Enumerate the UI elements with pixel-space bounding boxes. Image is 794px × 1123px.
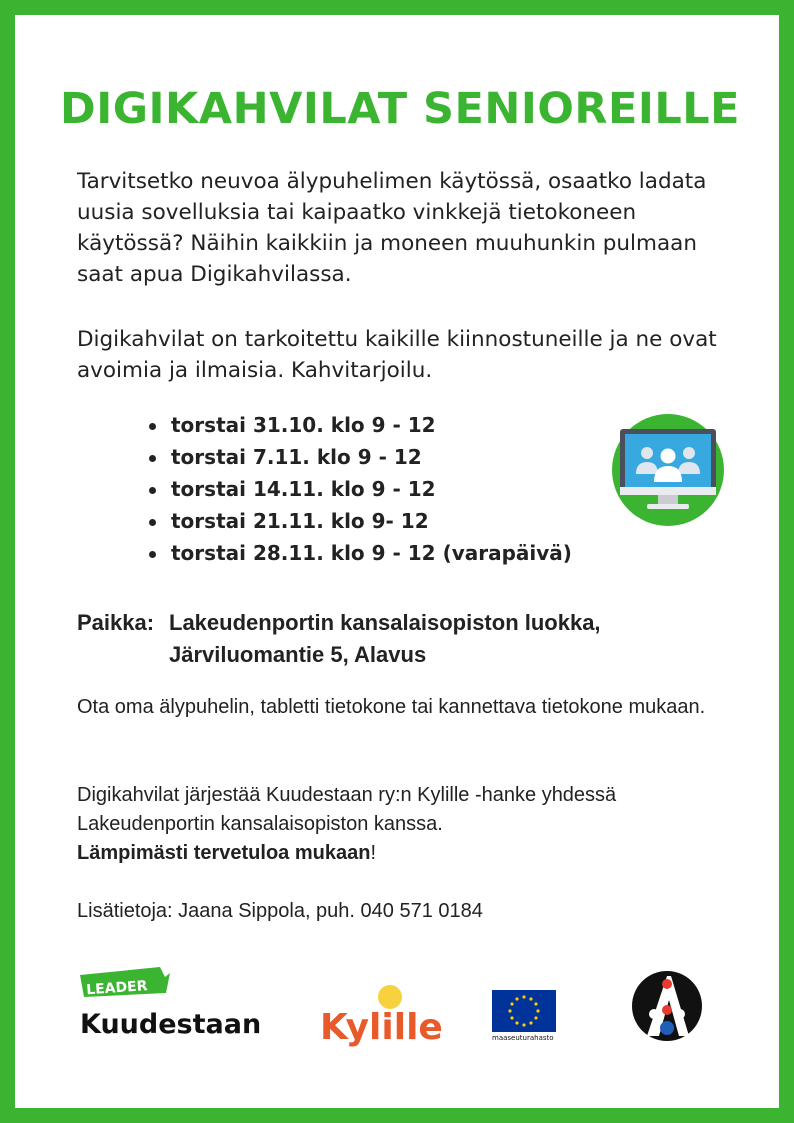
leader-kuudestaan-logo [80,965,280,1040]
contact-info: Lisätietoja: Jaana Sippola, puh. 040 571 0184 [77,900,483,922]
welcome-exclamation: ! [370,842,376,864]
location-label: Paikka: [77,610,155,635]
video-conference-monitor-icon [612,414,724,526]
leader-tag-text: LEADER [85,978,148,999]
organizer-text [77,781,737,868]
kylille-text: Kylille [320,1007,443,1048]
location-line-2: Järviluomantie 5, Alavus [169,642,427,667]
eu-flag-logo [490,988,560,1043]
eu-caption-text: maaseuturahasto [492,1034,554,1042]
intro-paragraph-2: Digikahvilat on tarkoitettu kaikille kiinnostuneille ja ne ovat avoimia ja ilmaisia. Kahvitarjoilu. [77,327,717,383]
welcome-text: Lämpimästi tervetuloa mukaan [77,842,371,864]
date-item: torstai 14.11. klo 9 - 12 [143,473,572,505]
kansalaisopisto-logo [631,970,703,1042]
location-line-1: Lakeudenportin kansalaisopiston luokka, [169,610,601,635]
location-block [77,607,601,671]
organizer-sentence: Digikahvilat järjestää Kuudestaan ry:n Kylille -hanke yhdessä Lakeudenportin kansalaisopiston kanssa. [77,784,617,835]
intro-paragraph-1: Tarvitsetko neuvoa älypuhelimen käytössä, osaatko ladata uusia sovelluksia tai kaipaatko vinkkejä tietokoneen käytössä? Näihin kaikkiin ja moneen muuhunkin pulmaan saat apua Digikahvilassa. [77,169,707,287]
date-item: torstai 7.11. klo 9 - 12 [143,441,572,473]
dates-list [143,409,572,569]
kylille-logo [318,983,448,1048]
page-title: DIGIKAHVILAT SENIOREILLE [60,84,741,134]
leader-name-text: Kuudestaan [80,1009,262,1040]
date-item: torstai 28.11. klo 9 - 12 (varapäivä) [143,537,572,569]
date-item: torstai 21.11. klo 9- 12 [143,505,572,537]
bring-device-text: Ota oma älypuhelin, tabletti tietokone tai kannettava tietokone mukaan. [77,696,706,718]
date-item: torstai 31.10. klo 9 - 12 [143,409,572,441]
